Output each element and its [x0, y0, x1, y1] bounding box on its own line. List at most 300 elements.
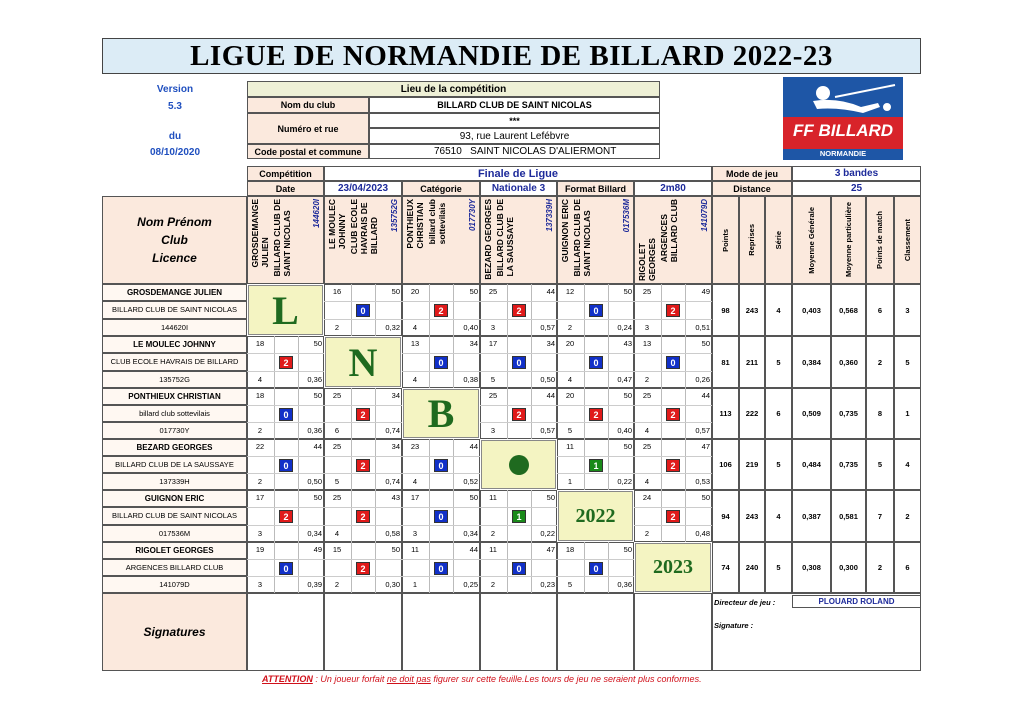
match-serie: 4	[257, 374, 263, 384]
match-serie: 4	[567, 374, 573, 384]
stat-cell: 5	[765, 336, 792, 388]
match-points-badge: 2	[666, 459, 680, 472]
categorie-value: Nationale 3	[480, 181, 557, 196]
stat-cell: 0,403	[792, 284, 831, 336]
stat-cell: 0,308	[792, 542, 831, 593]
row-player-club: billard club sottevilais	[102, 405, 247, 422]
numero-line1: ***	[369, 113, 660, 128]
logo-sub: NORMANDIE	[819, 149, 867, 158]
match-reprises: 50	[391, 545, 400, 554]
stat-cell: 94	[712, 490, 739, 542]
match-points-badge: 0	[666, 356, 680, 369]
match-reprises: 49	[313, 545, 322, 554]
row-player-name: RIGOLET GEORGES	[102, 542, 247, 559]
version-date: 08/10/2020	[149, 147, 201, 158]
footer-attention: ATTENTION	[262, 674, 313, 684]
stat-cell: 0,735	[831, 388, 866, 439]
footer-sep: : Un joueur forfait	[312, 674, 387, 684]
match-points: 11	[489, 545, 497, 554]
match-reprises: 44	[469, 442, 478, 451]
col-header-name: LE MOULEC JOHNNY	[327, 199, 347, 250]
match-reprises: 50	[391, 287, 400, 296]
match-moyenne: 0,39	[307, 580, 322, 589]
match-points-badge: 0	[356, 304, 370, 317]
match-points: 23	[410, 442, 420, 451]
match-moyenne: 0,52	[463, 477, 478, 486]
stat-header	[765, 196, 792, 284]
match-points-badge: 0	[589, 562, 603, 575]
match-moyenne: 0,57	[540, 426, 555, 435]
match-points-badge: 2	[666, 408, 680, 421]
col-header-club: billard club sottevilais	[427, 199, 447, 245]
match-moyenne: 0,30	[385, 580, 400, 589]
match-serie: 2	[257, 477, 263, 486]
col-header-name: BEZARD GEORGES	[483, 199, 493, 280]
match-moyenne: 0,40	[463, 322, 478, 332]
mode-label: Mode de jeu	[712, 166, 792, 181]
stat-cell: 2	[866, 336, 894, 388]
match-points-badge: 2	[589, 408, 603, 421]
match-points: 20	[565, 339, 575, 348]
format-value: 2m80	[634, 181, 712, 196]
stat-cell: 0,360	[831, 336, 866, 388]
stat-cell: 243	[739, 490, 765, 542]
left-header	[102, 196, 247, 284]
version-label: Version	[156, 84, 194, 95]
col-header-licence: 017536M	[622, 199, 631, 233]
stat-cell: 6	[866, 284, 894, 336]
match-reprises: 47	[701, 442, 710, 451]
col-header-club: BILLARD CLUB DE SAINT NICOLAS	[272, 199, 292, 277]
match-reprises: 50	[623, 545, 632, 554]
col-header-licence: 144620I	[312, 199, 321, 228]
match-serie: 1	[412, 580, 418, 589]
match-serie: 4	[644, 477, 650, 486]
match-reprises: 50	[313, 391, 322, 400]
stat-cell: 2	[866, 542, 894, 593]
diagonal-cell	[403, 389, 479, 438]
match-reprises: 44	[546, 391, 555, 400]
match-reprises: 44	[701, 391, 710, 400]
nom-club-value: BILLARD CLUB DE SAINT NICOLAS	[369, 97, 660, 113]
match-points-badge: 1	[512, 510, 526, 523]
match-serie: 3	[644, 322, 650, 332]
match-points-badge: 0	[279, 408, 293, 421]
match-serie: 4	[412, 374, 418, 384]
row-player-name: LE MOULEC JOHNNY	[102, 336, 247, 353]
row-player-licence: 017536M	[102, 525, 247, 542]
match-points: 25	[332, 391, 342, 400]
diagonal-cell	[248, 285, 323, 335]
col-header-player	[634, 196, 712, 284]
distance-value: 25	[792, 181, 921, 196]
signature-cell[interactable]	[557, 593, 634, 671]
match-points-badge: 2	[356, 459, 370, 472]
diagonal-letter: N	[348, 339, 378, 385]
mode-value: 3 bandes	[792, 166, 921, 181]
stat-cell: 5	[866, 439, 894, 490]
stat-header-label: Points	[720, 228, 730, 252]
match-reprises: 50	[623, 442, 632, 451]
row-player-club: ARGENCES BILLARD CLUB	[102, 559, 247, 576]
row-player-name: GUIGNON ERIC	[102, 490, 247, 507]
match-reprises: 44	[313, 442, 322, 451]
directeur-value: PLOUARD ROLAND	[792, 595, 921, 608]
match-moyenne: 0,25	[463, 580, 478, 589]
match-points: 24	[642, 493, 652, 502]
stat-header-label: Reprises	[747, 224, 756, 256]
match-points-badge: 2	[512, 408, 526, 421]
match-serie: 3	[257, 580, 263, 589]
left-header-line1: Nom Prénom	[137, 215, 212, 229]
stat-cell: 219	[739, 439, 765, 490]
match-moyenne: 0,36	[617, 580, 632, 589]
match-reprises: 50	[469, 287, 478, 296]
distance-label: Distance	[712, 181, 792, 196]
match-serie: 2	[644, 374, 650, 384]
du-label: du	[168, 131, 182, 142]
match-serie: 2	[490, 580, 496, 589]
stat-cell: 113	[712, 388, 739, 439]
match-moyenne: 0,22	[617, 477, 632, 486]
stat-cell: 7	[866, 490, 894, 542]
row-player-licence: 135752G	[102, 371, 247, 388]
stat-header-label: Moyenne particulière	[843, 202, 853, 278]
stat-header	[792, 196, 831, 284]
match-serie: 3	[490, 426, 496, 435]
col-header-licence: 137339H	[545, 199, 554, 232]
match-reprises: 43	[391, 493, 400, 502]
match-moyenne: 0,51	[695, 322, 710, 332]
match-points: 13	[410, 339, 420, 348]
match-points: 16	[332, 287, 342, 296]
col-header-player	[324, 196, 402, 284]
commune: SAINT NICOLAS D'ALIERMONT	[470, 146, 617, 157]
match-serie: 4	[412, 322, 418, 332]
match-serie: 2	[257, 426, 263, 435]
match-serie: 6	[334, 426, 340, 435]
row-player-club: BILLARD CLUB DE SAINT NICOLAS	[102, 507, 247, 524]
lieu-header: Lieu de la compétition	[247, 81, 660, 97]
match-serie: 5	[567, 426, 573, 435]
match-moyenne: 0,58	[385, 528, 400, 538]
match-reprises: 50	[313, 493, 322, 502]
stat-cell: 3	[894, 284, 921, 336]
match-moyenne: 0,48	[695, 528, 710, 538]
stat-header	[739, 196, 765, 284]
footer-rest: figurer sur cette feuille.Les tours de jeu ne seraient plus conformes.	[430, 674, 702, 684]
stat-header-label: Série	[773, 230, 783, 250]
date-value: 23/04/2023	[324, 181, 402, 196]
match-points: 13	[642, 339, 652, 348]
stat-cell: 6	[765, 388, 792, 439]
stat-cell: 98	[712, 284, 739, 336]
match-moyenne: 0,74	[385, 477, 400, 486]
match-points: 11	[489, 493, 497, 502]
match-points: 11	[411, 545, 419, 554]
stat-cell: 5	[765, 439, 792, 490]
stat-header	[894, 196, 921, 284]
match-points: 17	[255, 493, 265, 502]
match-points-badge: 0	[589, 356, 603, 369]
signature-cell[interactable]	[324, 593, 402, 671]
row-player-club: BILLARD CLUB DE LA SAUSSAYE	[102, 456, 247, 473]
ffbillard-logo	[783, 77, 903, 160]
signature-cell[interactable]	[247, 593, 324, 671]
match-points-badge: 2	[512, 304, 526, 317]
match-reprises: 44	[469, 545, 478, 554]
match-moyenne: 0,50	[307, 477, 322, 486]
match-moyenne: 0,57	[540, 322, 555, 332]
match-serie: 3	[490, 322, 496, 332]
match-points: 25	[642, 442, 652, 451]
match-reprises: 50	[623, 391, 632, 400]
match-reprises: 34	[546, 339, 555, 348]
match-points-badge: 1	[589, 459, 603, 472]
match-points: 17	[488, 339, 498, 348]
footer-ne-doit: ne doit pas	[386, 674, 431, 684]
match-reprises: 49	[701, 287, 710, 296]
cp-value	[369, 144, 660, 159]
stat-cell: 6	[894, 542, 921, 593]
date-label: Date	[247, 181, 324, 196]
stat-cell: 240	[739, 542, 765, 593]
match-points: 20	[565, 391, 575, 400]
stat-cell: 1	[894, 388, 921, 439]
match-serie: 2	[334, 580, 340, 589]
directeur-label: Directeur de jeu :	[714, 598, 776, 607]
col-header-name: RIGOLET GEORGES	[637, 238, 657, 281]
col-header-club: CLUB ECOLE HAVRAIS DE BILLARD	[349, 199, 379, 255]
col-header-club: BILLARD CLUB DE LA SAUSSAYE	[495, 199, 515, 277]
stat-cell: 0,735	[831, 439, 866, 490]
diagonal-cell	[481, 440, 556, 489]
match-serie: 4	[412, 477, 418, 486]
match-points-badge: 2	[279, 510, 293, 523]
col-header-name: PONTHIEUX CHRISTIAN	[405, 199, 425, 249]
row-player-name: PONTHIEUX CHRISTIAN	[102, 388, 247, 405]
match-moyenne: 0,34	[463, 528, 478, 538]
match-serie: 1	[567, 477, 573, 486]
match-reprises: 43	[623, 339, 632, 348]
stat-cell: 0,568	[831, 284, 866, 336]
match-points-badge: 0	[512, 356, 526, 369]
row-player-licence: 141079D	[102, 576, 247, 593]
match-points: 25	[642, 287, 652, 296]
categorie-label: Catégorie	[402, 181, 480, 196]
match-serie: 4	[334, 528, 340, 538]
match-points: 22	[255, 442, 265, 451]
stat-cell: 5	[765, 542, 792, 593]
stat-header	[866, 196, 894, 284]
match-moyenne: 0,50	[540, 374, 555, 384]
signatures-label: Signatures	[102, 593, 247, 671]
match-serie: 4	[644, 426, 650, 435]
cp-label: Code postal et commune	[247, 144, 369, 159]
match-serie: 5	[567, 580, 573, 589]
match-reprises: 34	[391, 442, 400, 451]
match-points-badge: 2	[279, 356, 293, 369]
match-points-badge: 2	[666, 304, 680, 317]
match-points-badge: 0	[279, 459, 293, 472]
diagonal-cell	[325, 337, 401, 387]
logo-text: FF BILLARD	[792, 121, 894, 140]
match-points: 17	[410, 493, 420, 502]
stat-cell: 0,509	[792, 388, 831, 439]
match-moyenne: 0,36	[307, 426, 322, 435]
diagonal-cell	[558, 491, 633, 541]
match-moyenne: 0,23	[540, 580, 555, 589]
stat-cell: 0,581	[831, 490, 866, 542]
match-moyenne: 0,32	[385, 322, 400, 332]
col-header-licence: 141079D	[700, 199, 709, 232]
nom-club-label: Nom du club	[247, 97, 369, 113]
billard-player-icon	[783, 77, 903, 160]
match-moyenne: 0,74	[385, 426, 400, 435]
match-points: 18	[255, 339, 265, 348]
col-header-club: ARGENCES BILLARD CLUB	[659, 199, 679, 263]
match-points: 18	[255, 391, 265, 400]
stat-cell: 0,387	[792, 490, 831, 542]
stat-header-label: Classement	[902, 218, 912, 262]
stat-cell: 211	[739, 336, 765, 388]
stat-cell: 5	[894, 336, 921, 388]
match-points: 12	[565, 287, 575, 296]
match-moyenne: 0,38	[463, 374, 478, 384]
competition-label: Compétition	[247, 166, 324, 181]
match-points-badge: 0	[434, 356, 448, 369]
col-header-player	[480, 196, 557, 284]
match-moyenne: 0,53	[695, 477, 710, 486]
row-player-club: CLUB ECOLE HAVRAIS DE BILLARD	[102, 353, 247, 370]
match-serie: 5	[334, 477, 340, 486]
left-header-line2: Club	[161, 233, 188, 247]
stat-cell: 4	[894, 439, 921, 490]
match-reprises: 47	[546, 545, 555, 554]
col-header-name: GUIGNON ERIC	[560, 199, 570, 263]
footer-note	[262, 674, 802, 684]
signature-cell[interactable]	[402, 593, 480, 671]
match-reprises: 50	[546, 493, 555, 502]
match-moyenne: 0,47	[617, 374, 632, 384]
match-reprises: 34	[469, 339, 478, 348]
match-serie: 2	[567, 322, 573, 332]
match-serie: 3	[412, 528, 418, 538]
match-points-badge: 0	[434, 510, 448, 523]
row-player-licence: 137339H	[102, 473, 247, 490]
signature-cell[interactable]	[480, 593, 557, 671]
stat-header-label: Points de match	[875, 211, 884, 269]
left-header-line3: Licence	[152, 251, 197, 265]
col-header-player	[557, 196, 634, 284]
row-player-licence: 144620I	[102, 319, 247, 336]
match-reprises: 50	[623, 287, 632, 296]
stat-cell: 0,484	[792, 439, 831, 490]
match-points-badge: 2	[356, 562, 370, 575]
match-serie: 3	[257, 528, 263, 538]
diagonal-letter: B	[427, 391, 455, 436]
col-header-club: BILLARD CLUB DE SAINT NICOLAS	[572, 199, 592, 277]
signature-label: Signature :	[714, 621, 754, 630]
match-points-badge: 0	[434, 562, 448, 575]
col-header-licence: 135752G	[390, 199, 399, 232]
match-points: 18	[565, 545, 575, 554]
match-reprises: 34	[391, 391, 400, 400]
match-points-badge: 0	[512, 562, 526, 575]
diagonal-letter: L	[272, 287, 299, 333]
dot-icon	[509, 455, 529, 475]
version-value: 5.3	[168, 101, 182, 112]
match-points-badge: 0	[589, 304, 603, 317]
stat-cell: 0,300	[831, 542, 866, 593]
col-header-licence: 017730Y	[468, 199, 477, 232]
match-points: 11	[566, 442, 574, 451]
format-label: Format Billard	[557, 181, 634, 196]
stat-cell: 243	[739, 284, 765, 336]
match-reprises: 50	[701, 493, 710, 502]
row-player-name: GROSDEMANGE JULIEN	[102, 284, 247, 301]
row-player-licence: 017730Y	[102, 422, 247, 439]
match-serie: 5	[490, 374, 496, 384]
match-moyenne: 0,36	[307, 374, 322, 384]
match-points-badge: 2	[356, 510, 370, 523]
match-points-badge: 0	[279, 562, 293, 575]
match-points-badge: 0	[434, 459, 448, 472]
match-points-badge: 2	[666, 510, 680, 523]
match-reprises: 50	[701, 339, 710, 348]
stat-header	[712, 196, 739, 284]
match-points: 25	[332, 442, 342, 451]
stat-cell: 222	[739, 388, 765, 439]
stat-cell: 74	[712, 542, 739, 593]
col-header-player	[247, 196, 324, 284]
match-moyenne: 0,22	[540, 528, 555, 538]
match-points: 25	[642, 391, 652, 400]
stat-cell: 106	[712, 439, 739, 490]
stat-header-label: Moyenne Générale	[806, 206, 816, 274]
match-reprises: 44	[546, 287, 555, 296]
match-moyenne: 0,57	[695, 426, 710, 435]
stat-cell: 0,384	[792, 336, 831, 388]
stat-cell: 2	[894, 490, 921, 542]
match-serie: 2	[490, 528, 496, 538]
match-points: 25	[488, 287, 498, 296]
match-moyenne: 0,26	[695, 374, 710, 384]
page-title: LIGUE DE NORMANDIE DE BILLARD 2022-23	[102, 38, 921, 74]
match-serie: 2	[644, 528, 650, 538]
signature-cell[interactable]	[634, 593, 712, 671]
diagonal-cell	[635, 543, 711, 592]
match-points-badge: 2	[434, 304, 448, 317]
stat-cell: 4	[765, 490, 792, 542]
match-reprises: 50	[313, 339, 322, 348]
match-serie: 2	[334, 322, 340, 332]
code-postal: 76510	[434, 146, 462, 157]
stat-cell: 81	[712, 336, 739, 388]
row-player-name: BEZARD GEORGES	[102, 439, 247, 456]
match-reprises: 50	[469, 493, 478, 502]
match-points: 25	[488, 391, 498, 400]
numero-line2: 93, rue Laurent Lefébvre	[369, 128, 660, 144]
col-header-name: GROSDEMANGE JULIEN	[250, 199, 270, 268]
match-points: 15	[332, 545, 342, 554]
col-header-player	[402, 196, 480, 284]
stat-cell: 4	[765, 284, 792, 336]
match-moyenne: 0,40	[617, 426, 632, 435]
row-player-club: BILLARD CLUB DE SAINT NICOLAS	[102, 301, 247, 318]
match-points: 19	[255, 545, 265, 554]
diagonal-letter: 2022	[575, 504, 616, 527]
